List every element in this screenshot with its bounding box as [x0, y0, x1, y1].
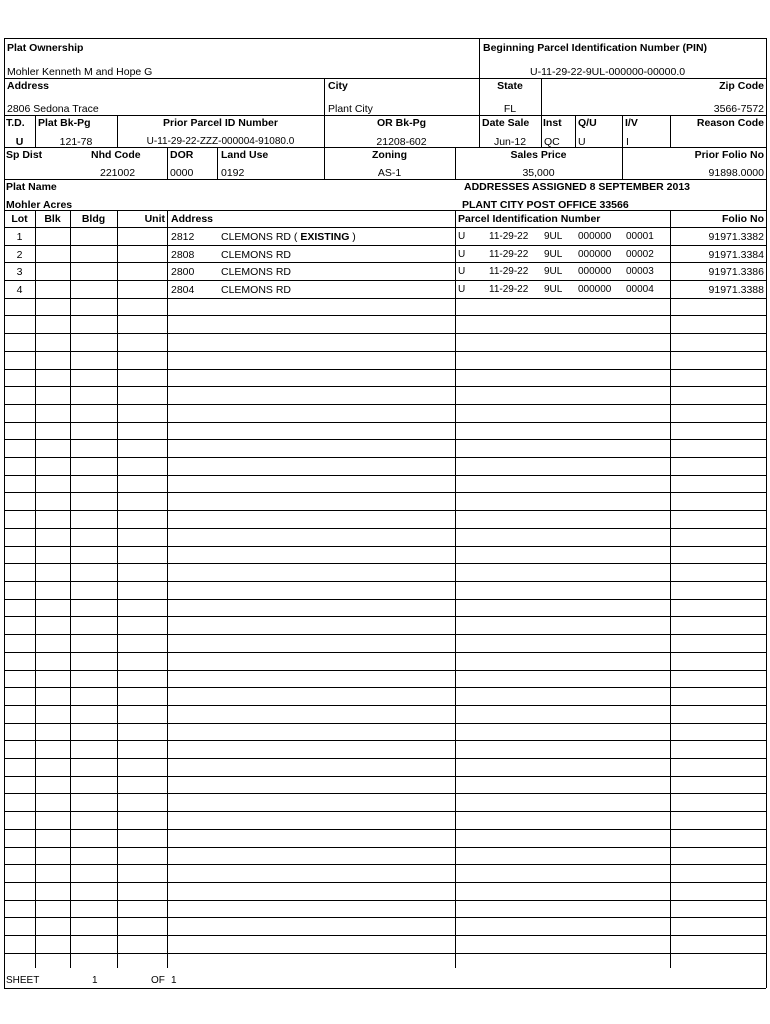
rule	[4, 38, 5, 988]
plat-name-label: Plat Name	[6, 181, 57, 193]
table-row-rule	[4, 900, 766, 901]
table-row-lot: 4	[16, 284, 23, 296]
table-row-pin-twp: 11-29-22	[489, 266, 529, 277]
table-row-pin-sub: 9UL	[544, 231, 563, 242]
table-row-rule	[4, 439, 766, 440]
date-sale-value: Jun-12	[493, 136, 527, 148]
owner-name: Mohler Kenneth M and Hope G	[7, 66, 153, 78]
table-row-pin-twp: 11-29-22	[489, 231, 529, 242]
state-label: State	[497, 80, 523, 92]
table-row-rule	[4, 546, 766, 547]
col-unit: Unit	[144, 213, 165, 225]
prior-folio-value: 91898.0000	[708, 167, 764, 179]
plat-bkpg-label: Plat Bk-Pg	[38, 117, 91, 129]
table-row-rule	[4, 333, 766, 334]
zoning-label: Zoning	[372, 149, 407, 161]
table-row-rule	[4, 652, 766, 653]
table-row-rule	[4, 705, 766, 706]
table-row-rule	[4, 758, 766, 759]
table-row-pin-block: 000000	[578, 231, 612, 242]
table-row-pin-sub: 9UL	[544, 266, 563, 277]
table-row-rule	[4, 687, 766, 688]
land-use-label: Land Use	[221, 149, 269, 161]
table-row-rule	[4, 510, 766, 511]
table-row-rule	[4, 634, 766, 635]
table-row-rule	[4, 670, 766, 671]
reason-code-label: Reason Code	[696, 117, 764, 129]
rule	[167, 210, 168, 968]
col-blk: Blk	[44, 213, 61, 225]
td-value: U	[15, 136, 24, 148]
dor-label: DOR	[170, 149, 194, 161]
table-row-number: 2800	[171, 266, 195, 278]
table-row-rule	[4, 404, 766, 405]
table-row-rule	[4, 776, 766, 777]
table-row-pin-sub: 9UL	[544, 284, 563, 295]
prior-parcel-value: U-11-29-22-ZZZ-000004-91080.0	[146, 136, 295, 147]
table-row-folio: 91971.3386	[708, 266, 764, 278]
table-row-number: 2812	[171, 231, 195, 243]
rule	[4, 115, 766, 116]
table-row-pin-twp: 11-29-22	[489, 284, 529, 295]
or-bkpg-value: 21208-602	[376, 136, 427, 148]
rule	[479, 38, 480, 78]
sheet-number: 1	[92, 975, 98, 986]
owner-city: Plant City	[328, 103, 373, 115]
table-row-rule	[4, 492, 766, 493]
dor-value: 0000	[170, 167, 194, 179]
beginning-pin: U-11-29-22-9UL-000000-00000.0	[530, 66, 686, 78]
plat-name-value: Mohler Acres	[6, 199, 73, 211]
col-address: Address	[171, 213, 214, 225]
table-row-rule	[4, 953, 766, 954]
rule	[541, 78, 542, 115]
rule	[70, 210, 71, 968]
table-row-lot: 1	[16, 231, 23, 243]
rule	[541, 115, 542, 147]
table-row-pin-lot: 00004	[626, 284, 654, 295]
table-row-rule	[4, 740, 766, 741]
inst-label: Inst	[543, 117, 562, 129]
rule	[4, 988, 766, 989]
sales-price-value: 35,000	[522, 167, 555, 179]
rule	[4, 210, 766, 211]
table-row-rule	[4, 917, 766, 918]
rule	[35, 210, 36, 968]
table-row-rule	[4, 245, 766, 246]
table-row-rule	[4, 422, 766, 423]
land-use-value: 0192	[221, 167, 245, 179]
rule	[167, 147, 168, 179]
date-sale-label: Date Sale	[482, 117, 530, 129]
table-row-pin-block: 000000	[578, 249, 612, 260]
rule	[670, 115, 671, 147]
existing-note: EXISTING	[300, 231, 350, 243]
table-row-pin-block: 000000	[578, 284, 612, 295]
table-row-rule	[4, 599, 766, 600]
rule	[4, 227, 766, 228]
address-label: Address	[7, 80, 50, 92]
zip-label: Zip Code	[719, 80, 764, 92]
td-label: T.D.	[6, 117, 25, 129]
city-label: City	[328, 80, 348, 92]
rule	[4, 179, 766, 180]
table-row-street: CLEMONS RD ( EXISTING )	[221, 231, 356, 243]
col-folio: Folio No	[722, 213, 764, 225]
owner-state: FL	[503, 103, 517, 115]
table-row-rule	[4, 811, 766, 812]
plat-bkpg-value: 121-78	[59, 136, 93, 148]
rule	[4, 78, 766, 79]
rule	[575, 115, 576, 147]
rule	[4, 38, 766, 39]
sp-dist-label: Sp Dist	[6, 149, 43, 161]
prior-folio-label: Prior Folio No	[694, 149, 764, 161]
table-row-rule	[4, 351, 766, 352]
table-row-rule	[4, 864, 766, 865]
table-row-number: 2808	[171, 249, 195, 261]
sales-price-label: Sales Price	[510, 149, 567, 161]
rule	[622, 115, 623, 147]
rule	[324, 78, 325, 115]
table-row-pin-prefix: U	[458, 266, 466, 277]
rule	[622, 147, 623, 179]
addresses-assigned: ADDRESSES ASSIGNED 8 SEPTEMBER 2013	[464, 181, 691, 193]
qu-label: Q/U	[578, 117, 597, 129]
nhd-code-label: Nhd Code	[91, 149, 141, 161]
table-row-rule	[4, 793, 766, 794]
rule	[217, 147, 218, 179]
rule	[117, 210, 118, 968]
table-row-rule	[4, 581, 766, 582]
of-number: 1	[171, 975, 177, 986]
table-row-folio: 91971.3388	[708, 284, 764, 296]
col-bldg: Bldg	[81, 213, 106, 225]
owner-address: 2806 Sedona Trace	[7, 103, 99, 115]
table-row-lot: 3	[16, 266, 23, 278]
table-row-rule	[4, 847, 766, 848]
table-row-street: CLEMONS RD	[221, 266, 292, 278]
table-row-pin-prefix: U	[458, 231, 466, 242]
table-row-rule	[4, 298, 766, 299]
owner-zip: 3566-7572	[713, 103, 764, 115]
zoning-value: AS-1	[377, 167, 402, 179]
table-row-number: 2804	[171, 284, 195, 296]
table-row-pin-sub: 9UL	[544, 249, 563, 260]
plat-ownership-label: Plat Ownership	[7, 42, 84, 54]
iv-value: I	[626, 136, 629, 148]
col-pin: Parcel Identification Number	[458, 213, 601, 225]
table-row-pin-twp: 11-29-22	[489, 249, 529, 260]
prior-parcel-label: Prior Parcel ID Number	[163, 117, 278, 129]
table-row-rule	[4, 262, 766, 263]
table-row-rule	[4, 616, 766, 617]
table-row-street: CLEMONS RD	[221, 284, 292, 296]
table-row-folio: 91971.3384	[708, 249, 764, 261]
or-bkpg-label: OR Bk-Pg	[376, 117, 426, 129]
table-row-rule	[4, 457, 766, 458]
of-label: OF	[151, 975, 165, 986]
table-row-rule	[4, 882, 766, 883]
table-row-pin-lot: 00001	[626, 231, 654, 242]
table-row-lot: 2	[16, 249, 23, 261]
rule	[455, 210, 456, 968]
rule	[670, 210, 671, 968]
qu-value: U	[578, 136, 586, 148]
table-row-folio: 91971.3382	[708, 231, 764, 243]
table-row-rule	[4, 475, 766, 476]
table-row-pin-block: 000000	[578, 266, 612, 277]
table-row-rule	[4, 315, 766, 316]
inst-value: QC	[544, 136, 560, 148]
table-row-rule	[4, 280, 766, 281]
col-lot: Lot	[11, 213, 28, 225]
rule	[766, 38, 767, 988]
table-row-rule	[4, 723, 766, 724]
table-row-rule	[4, 829, 766, 830]
table-row-rule	[4, 528, 766, 529]
table-row-rule	[4, 935, 766, 936]
table-row-rule	[4, 369, 766, 370]
iv-label: I/V	[625, 117, 638, 129]
table-row-pin-lot: 00002	[626, 249, 654, 260]
table-row-pin-lot: 00003	[626, 266, 654, 277]
nhd-code-value: 221002	[100, 167, 136, 179]
post-office: PLANT CITY POST OFFICE 33566	[462, 199, 629, 211]
table-row-pin-prefix: U	[458, 284, 466, 295]
sheet-label: SHEET	[6, 975, 40, 986]
table-row-rule	[4, 386, 766, 387]
pin-label: Beginning Parcel Identification Number (PIN)	[483, 42, 708, 54]
table-row-street: CLEMONS RD	[221, 249, 292, 261]
table-row-rule	[4, 563, 766, 564]
table-row-pin-prefix: U	[458, 249, 466, 260]
